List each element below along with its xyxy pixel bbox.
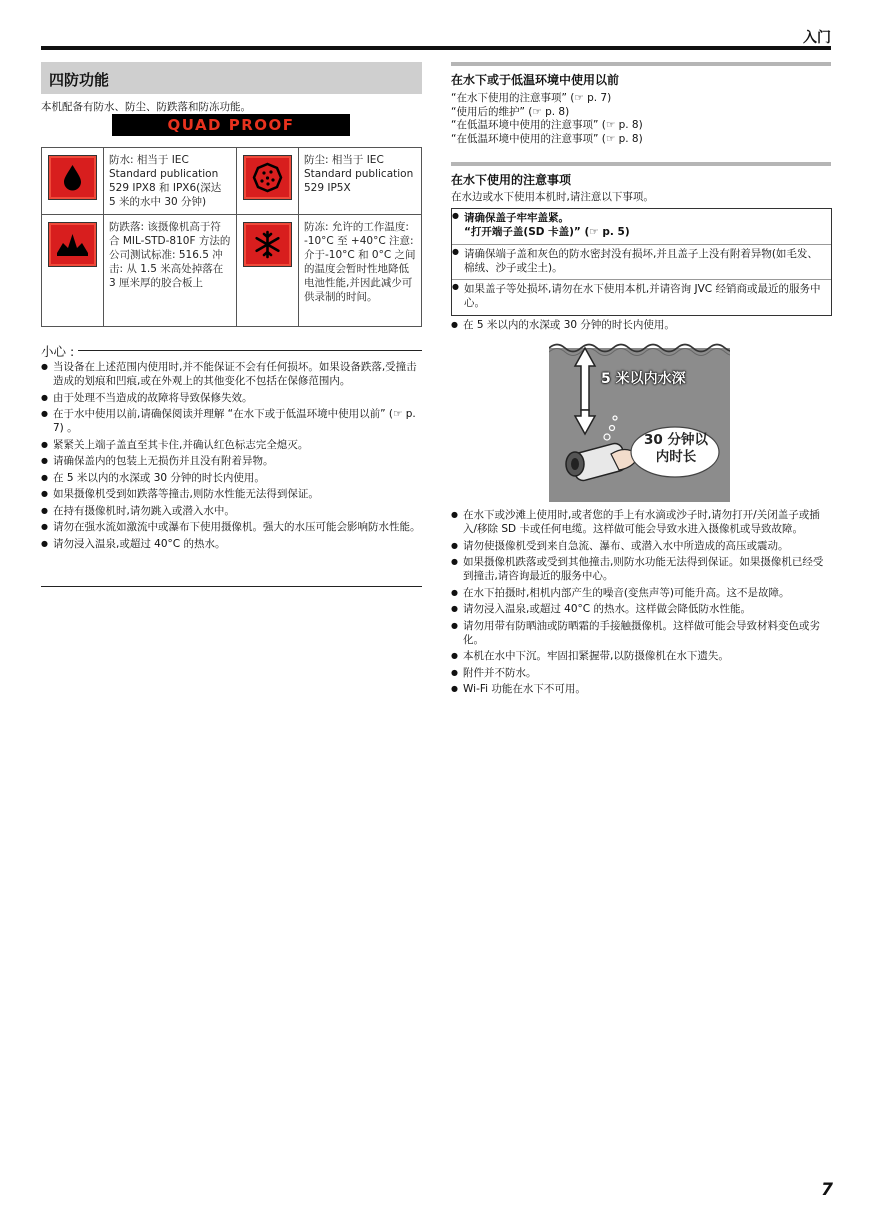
section-header: 入门 — [803, 30, 831, 46]
feature-icon-cell — [237, 215, 299, 327]
list-item: ● 请确保端子盖和灰色的防水密封没有损坏,并且盖子上没有附着异物(如毛发、棉绒、沙子或尘土)。 — [452, 244, 831, 277]
quad-proof-label: QUAD PROOF — [167, 116, 295, 134]
list-item: ● 请勿使摄像机受到来自急流、瀑布、或潜入水中所造成的高压或震动。 — [451, 539, 831, 553]
list-item — [452, 209, 831, 241]
section-heading: 在水下使用的注意事项 — [451, 173, 572, 187]
section-rule — [451, 162, 831, 166]
page-title: 四防功能 — [49, 71, 110, 89]
depth-note-list — [451, 318, 831, 335]
page-number: 7 — [821, 1180, 833, 1200]
caution-header — [41, 342, 422, 360]
section-before-use — [451, 62, 831, 146]
feature-text-waterproof: 防水: 相当于 IEC Standard publication 529 IPX8 和 IPX6(深达 5 米的水中 30 分钟) — [104, 148, 237, 215]
list-item: ● 如果盖子等处损坏,请勿在水下使用本机,并请咨询 JVC 经销商或最近的服务中心。 — [452, 279, 831, 312]
list-item: ● 紧紧关上端子盖直至其卡住,并确认红色标志完全熄灭。 — [41, 438, 422, 452]
list-item: ● 在 5 米以内的水深或 30 分钟的时长内使用。 — [41, 471, 422, 485]
important-box — [451, 208, 832, 316]
list-item: ● 如果摄像机跌落或受到其他撞击,则防水功能无法得到保证。如果摄像机已经受到撞击,请咨询最近的服务中心。 — [451, 555, 831, 583]
section-intro: 在水边或水下使用本机时,请注意以下事项。 — [451, 191, 654, 203]
list-item: ● Wi-Fi 功能在水下不可用。 — [451, 682, 831, 696]
feature-text-freezeproof: 防冻: 允许的工作温度: -10°C 至 +40°C 注意: 介于-10°C 和 0°C 之间的温度会暂时性地降低电池性能,并因此减少可供录制的时间。 — [299, 215, 422, 327]
section-title-bar — [41, 62, 422, 94]
quad-proof-logo — [112, 114, 350, 136]
caution-bottom-rule — [41, 586, 422, 587]
water-drop-icon — [48, 155, 97, 200]
list-item: ● 如果摄像机受到如跌落等撞击,则防水性能无法得到保证。 — [41, 487, 422, 501]
list-item: ● 请勿浸入温泉,或超过 40°C 的热水。 — [41, 537, 422, 551]
time-label-line: 内时长 — [655, 449, 697, 465]
snowflake-icon — [243, 222, 292, 267]
section-heading: 在水下或于低温环境中使用以前 — [451, 73, 620, 87]
time-label — [635, 432, 717, 466]
section-rule — [451, 62, 831, 66]
list-item: ● 在于水中使用以前,请确保阅读并理解 “在水下或于低温环境中使用以前” (☞ p. 7) 。 — [41, 407, 422, 435]
caution-list — [41, 360, 422, 553]
dust-icon — [243, 155, 292, 200]
feature-table — [41, 147, 422, 327]
list-item: ● 在水下拍摄时,相机内部产生的噪音(变焦声等)可能升高。这不是故障。 — [451, 586, 831, 600]
time-label-line: 30 分钟以 — [644, 432, 708, 448]
depth-label: 5 米以内水深 — [601, 371, 686, 387]
list-item: ● 在水下或沙滩上使用时,或者您的手上有水滴或沙子时,请勿打开/关闭盖子或插入/移除 SD 卡或任何电缆。这样做可能会导致水进入摄像机或导致故障。 — [451, 508, 831, 536]
reference-link[interactable]: “在低温环境中使用的注意事项” (☞ p. 8) — [451, 119, 643, 131]
feature-icon-cell — [42, 215, 104, 327]
shock-icon — [48, 222, 97, 267]
section-underwater — [451, 162, 831, 205]
list-item: ● 由于处理不当造成的故障将导致保修失效。 — [41, 391, 422, 405]
underwater-illustration — [549, 336, 730, 502]
list-item: ● 附件并不防水。 — [451, 666, 831, 680]
important-text: 请确保盖子牢牢盖紧。 — [464, 212, 569, 224]
feature-icon-cell — [42, 148, 104, 215]
underwater-precautions-list — [451, 508, 831, 699]
list-item: ● 请勿在强水流如激流中或瀑布下使用摄像机。强大的水压可能会影响防水性能。 — [41, 520, 422, 534]
camera-illustration — [566, 442, 639, 483]
list-item: ● 当设备在上述范围内使用时,并不能保证不会有任何损坏。如果设备跌落,受撞击造成的划痕和凹痕,或在外观上的其他变化不包括在保修范围内。 — [41, 360, 422, 388]
reference-link[interactable]: “在低温环境中使用的注意事项” (☞ p. 8) — [451, 132, 643, 145]
feature-text-shockproof: 防跌落: 该摄像机高于符合 MIL-STD-810F 方法的公司测试标准: 516.5 冲击: 从 1.5 米高处掉落在 3 厘米厚的胶合板上 — [104, 215, 237, 327]
intro-text: 本机配备有防水、防尘、防跌落和防冻功能。 — [41, 101, 251, 113]
reference-link[interactable]: “在水下使用的注意事项” (☞ p. 7) — [451, 92, 612, 104]
caution-title: 小心 : — [41, 344, 78, 359]
list-item: ● 请勿浸入温泉,或超过 40°C 的热水。这样做会降低防水性能。 — [451, 602, 831, 616]
list-item: ● 本机在水中下沉。牢固扣紧握带,以防摄像机在水下遗失。 — [451, 649, 831, 663]
reference-link[interactable]: “使用后的维护” (☞ p. 8) — [451, 105, 570, 118]
reference-list — [451, 92, 831, 146]
reference-link[interactable]: “打开端子盖(SD 卡盖)” (☞ p. 5) — [464, 226, 630, 238]
header-rule — [41, 46, 831, 50]
caution-rule — [41, 350, 422, 351]
list-item: ● 在持有摄像机时,请勿跳入或潜入水中。 — [41, 504, 422, 518]
list-item: ● 请勿用带有防晒油或防晒霜的手接触摄像机。这样做可能会导致材料变色或劣化。 — [451, 619, 831, 647]
list-item: ● 在 5 米以内的水深或 30 分钟的时长内使用。 — [451, 318, 831, 332]
feature-icon-cell — [237, 148, 299, 215]
feature-text-dustproof: 防尘: 相当于 IEC Standard publication 529 IP5X — [299, 148, 422, 215]
list-item: ● 请确保盖内的包装上无损伤并且没有附着异物。 — [41, 454, 422, 468]
